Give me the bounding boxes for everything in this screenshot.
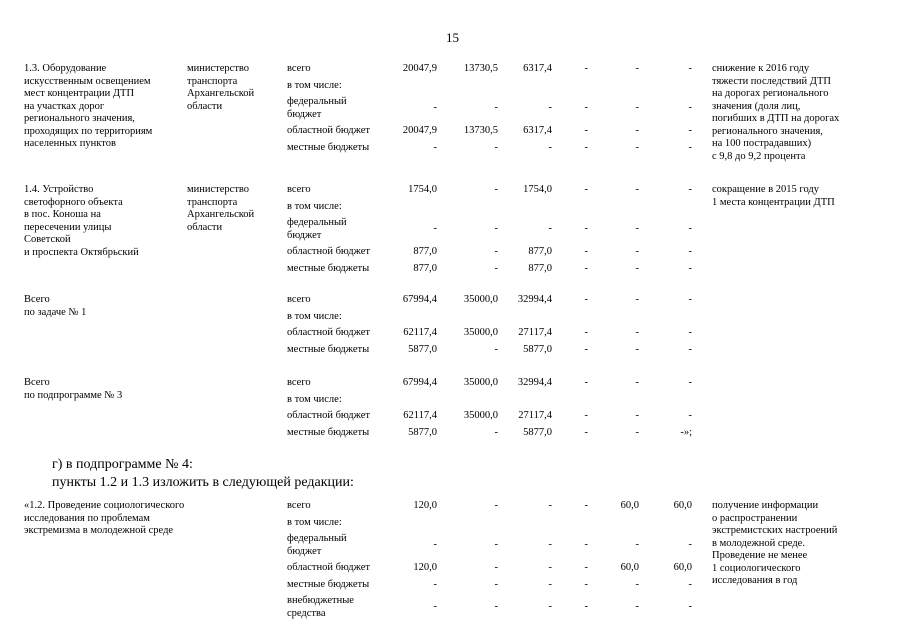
block-total-task1-source: местные бюджеты xyxy=(287,343,370,355)
block-total-subprogram3-value: 32994,4 xyxy=(517,377,552,388)
block-total-task1-value: - xyxy=(635,343,639,355)
block-1-2-value: - xyxy=(494,562,498,573)
block-total-subprogram3-value: - xyxy=(635,377,639,388)
block-1-3-value: - xyxy=(433,141,437,153)
block-1-2-source: бюджет xyxy=(287,545,322,557)
block-1-2-value: - xyxy=(548,539,552,551)
block-1-3-title: мест концентрации ДТП xyxy=(24,88,135,99)
block-1-3-value: - xyxy=(584,125,588,136)
block-total-task1-value: 35000,0 xyxy=(463,294,498,305)
block-1-3-title: искусственным освещением xyxy=(24,75,151,87)
block-1-4-source: федеральный xyxy=(287,217,347,228)
block-1-2-value: - xyxy=(548,500,552,511)
block-1-4-source: бюджет xyxy=(287,229,322,241)
block-1-3-value: - xyxy=(635,102,639,114)
block-1-3-result: значения (доля лиц, xyxy=(712,100,801,112)
block-1-4-executor: транспорта xyxy=(187,196,238,208)
block-1-3-value: 6317,4 xyxy=(523,125,552,136)
block-total-task1-value: - xyxy=(584,327,588,338)
block-1-4-value: - xyxy=(688,246,692,257)
block-total-subprogram3-value: - xyxy=(688,410,692,421)
block-1-4-value: - xyxy=(688,184,692,195)
block-total-subprogram3-value: 62117,4 xyxy=(403,410,437,421)
block-1-3-value: - xyxy=(494,102,498,114)
block-1-3-title: на участках дорог xyxy=(24,100,105,112)
block-1-2-value: - xyxy=(494,539,498,551)
block-total-task1-value: - xyxy=(584,294,588,305)
block-total-subprogram3-value: 27117,4 xyxy=(518,410,552,421)
block-1-3-value: 13730,5 xyxy=(463,125,498,136)
block-1-2-source: внебюджетные xyxy=(287,595,354,606)
block-1-4-title: в пос. Коноша на xyxy=(24,209,101,220)
block-1-4-title: Советской xyxy=(24,234,71,245)
block-1-3-executor: транспорта xyxy=(187,75,238,87)
block-total-subprogram3-value: 35000,0 xyxy=(463,377,498,388)
block-1-2-source: федеральный xyxy=(287,533,347,544)
block-total-task1-value: - xyxy=(688,343,692,355)
block-1-4-value: - xyxy=(688,262,692,274)
block-1-2-value: - xyxy=(494,500,498,511)
block-1-2-value: - xyxy=(433,578,437,590)
block-1-2-value: - xyxy=(688,539,692,551)
block-1-2-value: - xyxy=(688,578,692,590)
block-total-subprogram3-source: в том числе: xyxy=(287,393,342,405)
block-1-2-value: 60,0 xyxy=(673,562,692,573)
block-1-3-value: - xyxy=(688,63,692,74)
block-1-2-value: - xyxy=(584,539,588,551)
block-1-4-title: и проспекта Октябрьский xyxy=(24,246,139,258)
block-total-subprogram3-value: - xyxy=(584,377,588,388)
block-1-2-value: - xyxy=(688,601,692,613)
block-total-subprogram3-source: областной бюджет xyxy=(287,410,370,421)
block-1-3-value: - xyxy=(688,141,692,153)
block-1-3-source: федеральный xyxy=(287,96,347,107)
block-1-3-result: погибших в ДТП на дорогах xyxy=(712,113,840,124)
block-total-subprogram3-title: Всего xyxy=(24,377,50,388)
page-number: 15 xyxy=(446,30,459,45)
block-total-subprogram3-title: по подпрограмме № 3 xyxy=(24,389,123,401)
block-1-3-source: бюджет xyxy=(287,108,322,120)
block-total-task1-title: Всего xyxy=(24,294,50,305)
block-total-subprogram3-value: - xyxy=(584,410,588,421)
block-1-2-source: всего xyxy=(287,500,311,511)
block-total-subprogram3-value: - xyxy=(635,410,639,421)
block-1-4-value: - xyxy=(433,223,437,235)
block-1-4-executor: области xyxy=(187,221,223,233)
block-1-4-result: сокращение в 2015 году xyxy=(712,184,819,195)
block-1-3-title: населенных пунктов xyxy=(24,138,116,149)
block-1-3-result: регионального значения, xyxy=(712,125,823,137)
block-total-subprogram3-value: - xyxy=(584,426,588,438)
subprogram-4-heading: г) в подпрограмме № 4: xyxy=(52,457,193,472)
block-1-4-source: всего xyxy=(287,184,311,195)
block-1-3-value: - xyxy=(494,141,498,153)
block-1-2-title: экстремизма в молодежной среде xyxy=(24,525,174,536)
block-1-3-value: - xyxy=(635,125,639,136)
block-1-2-value: - xyxy=(584,601,588,613)
block-1-2-value: - xyxy=(494,578,498,590)
block-1-3-value: - xyxy=(688,102,692,114)
block-total-task1-value: - xyxy=(584,343,588,355)
block-1-4-value: - xyxy=(584,223,588,235)
block-1-3-source: всего xyxy=(287,63,311,74)
block-1-2-value: - xyxy=(584,578,588,590)
block-total-subprogram3-source: всего xyxy=(287,377,311,388)
block-1-2-source: в том числе: xyxy=(287,516,342,528)
block-1-2-value: 60,0 xyxy=(620,562,639,573)
block-1-3-value: - xyxy=(584,141,588,153)
block-1-4-value: 877,0 xyxy=(528,246,552,257)
block-1-2-value: - xyxy=(584,562,588,573)
block-1-2-value: 60,0 xyxy=(673,500,692,511)
block-total-task1-value: - xyxy=(635,294,639,305)
block-1-4-value: 1754,0 xyxy=(523,184,552,195)
block-1-2-value: - xyxy=(635,601,639,613)
block-total-task1-value: 32994,4 xyxy=(517,294,552,305)
block-total-task1-value: - xyxy=(688,327,692,338)
block-1-2-value: 60,0 xyxy=(620,500,639,511)
block-total-task1-value: 62117,4 xyxy=(403,327,437,338)
block-1-4-value: - xyxy=(494,246,498,257)
block-1-3-value: - xyxy=(548,141,552,153)
block-1-2-value: - xyxy=(548,578,552,590)
block-1-4-source: в том числе: xyxy=(287,200,342,212)
block-1-4-value: 877,0 xyxy=(528,262,552,274)
block-1-3-title: 1.3. Оборудование xyxy=(24,63,107,74)
block-1-3-result: тяжести последствий ДТП xyxy=(712,75,831,87)
block-1-4-value: - xyxy=(688,223,692,235)
block-1-3-title: проходящих по территориям xyxy=(24,125,153,137)
block-1-2-result: Проведение не менее xyxy=(712,550,808,561)
block-1-4-source: местные бюджеты xyxy=(287,262,370,274)
block-1-4-result: 1 места концентрации ДТП xyxy=(712,196,835,208)
block-1-4-executor: Архангельской xyxy=(187,209,255,220)
block-1-3-value: 20047,9 xyxy=(402,125,437,136)
subprogram-4-instruction: пункты 1.2 и 1.3 изложить в следующей редакции: xyxy=(52,475,354,490)
block-1-3-source: местные бюджеты xyxy=(287,141,370,153)
block-1-2-value: - xyxy=(635,539,639,551)
block-1-3-executor: Архангельской xyxy=(187,88,255,99)
block-total-subprogram3-value: - xyxy=(635,426,639,438)
block-total-task1-value: - xyxy=(635,327,639,338)
block-1-4-title: пересечении улицы xyxy=(24,221,112,233)
block-1-4-value: - xyxy=(635,223,639,235)
block-1-3-result: на дорогах регионального xyxy=(712,88,829,99)
block-1-4-value: 877,0 xyxy=(413,262,437,274)
block-total-subprogram3-value: 35000,0 xyxy=(463,410,498,421)
block-total-task1-value: - xyxy=(494,343,498,355)
block-1-2-value: - xyxy=(433,601,437,613)
block-total-task1-value: 5877,0 xyxy=(408,343,437,355)
block-1-4-value: - xyxy=(494,262,498,274)
block-1-3-source: областной бюджет xyxy=(287,125,370,136)
block-1-2-result: о распространении xyxy=(712,512,798,524)
block-total-task1-value: 27117,4 xyxy=(518,327,552,338)
block-1-3-value: - xyxy=(635,141,639,153)
block-1-3-executor: области xyxy=(187,100,223,112)
block-1-2-value: 120,0 xyxy=(413,500,437,511)
block-1-2-result: 1 социологического xyxy=(712,562,801,574)
block-total-task1-source: в том числе: xyxy=(287,310,342,322)
block-1-3-value: - xyxy=(433,102,437,114)
block-1-3-result: на 100 пострадавших) xyxy=(712,138,812,149)
block-1-4-value: 877,0 xyxy=(413,246,437,257)
block-1-2-result: экстремистских настроений xyxy=(712,525,838,536)
block-total-task1-value: 67994,4 xyxy=(402,294,437,305)
block-total-task1-value: - xyxy=(688,294,692,305)
block-1-2-value: - xyxy=(635,578,639,590)
block-1-4-title: светофорного объекта xyxy=(24,196,123,208)
block-1-2-title: исследования по проблемам xyxy=(24,512,150,524)
block-1-3-value: - xyxy=(584,102,588,114)
block-1-3-result: снижение к 2016 году xyxy=(712,63,810,74)
block-total-subprogram3-source: местные бюджеты xyxy=(287,426,370,438)
block-1-4-value: - xyxy=(584,262,588,274)
block-total-subprogram3-value: 5877,0 xyxy=(408,426,437,438)
block-1-3-result: с 9,8 до 9,2 процента xyxy=(712,150,806,162)
block-1-2-value: - xyxy=(494,601,498,613)
block-1-4-value: 1754,0 xyxy=(408,184,437,195)
block-total-subprogram3-value: - xyxy=(494,426,498,438)
block-1-4-value: - xyxy=(635,184,639,195)
block-1-4-value: - xyxy=(548,223,552,235)
block-total-subprogram3-value: -»; xyxy=(680,426,692,438)
block-1-2-source: средства xyxy=(287,607,326,619)
block-total-subprogram3-value: 5877,0 xyxy=(523,426,552,438)
block-1-3-source: в том числе: xyxy=(287,79,342,91)
block-1-4-value: - xyxy=(635,262,639,274)
block-1-3-value: 20047,9 xyxy=(402,63,437,74)
block-1-2-value: - xyxy=(548,562,552,573)
block-total-subprogram3-value: - xyxy=(688,377,692,388)
block-1-4-value: - xyxy=(494,223,498,235)
block-1-4-value: - xyxy=(494,184,498,195)
block-total-task1-source: областной бюджет xyxy=(287,327,370,338)
block-1-3-value: 13730,5 xyxy=(463,63,498,74)
block-1-3-value: 6317,4 xyxy=(523,63,552,74)
block-1-2-value: - xyxy=(584,500,588,511)
block-1-4-executor: министерство xyxy=(187,184,250,195)
block-total-task1-source: всего xyxy=(287,294,311,305)
block-1-3-title: регионального значения, xyxy=(24,113,135,124)
block-1-3-value: - xyxy=(635,63,639,74)
block-1-2-source: местные бюджеты xyxy=(287,578,370,590)
block-1-2-result: в молодежной среде. xyxy=(712,537,805,549)
block-1-3-value: - xyxy=(548,102,552,114)
block-total-task1-value: 5877,0 xyxy=(523,343,552,355)
block-1-3-value: - xyxy=(584,63,588,74)
block-total-task1-title: по задаче № 1 xyxy=(24,306,87,318)
block-1-4-value: - xyxy=(584,246,588,257)
block-1-2-title: «1.2. Проведение социологического xyxy=(24,500,185,511)
block-1-3-executor: министерство xyxy=(187,63,250,74)
block-1-2-value: 120,0 xyxy=(413,562,437,573)
block-1-2-result: исследования в год xyxy=(712,575,798,586)
block-1-4-source: областной бюджет xyxy=(287,246,370,257)
block-1-4-value: - xyxy=(584,184,588,195)
block-1-2-result: получение информации xyxy=(712,500,819,511)
block-1-4-title: 1.4. Устройство xyxy=(24,184,94,195)
block-total-subprogram3-value: 67994,4 xyxy=(402,377,437,388)
block-1-2-value: - xyxy=(548,601,552,613)
block-1-3-value: - xyxy=(688,125,692,136)
block-1-2-value: - xyxy=(433,539,437,551)
block-1-2-source: областной бюджет xyxy=(287,562,370,573)
block-1-4-value: - xyxy=(635,246,639,257)
block-total-task1-value: 35000,0 xyxy=(463,327,498,338)
